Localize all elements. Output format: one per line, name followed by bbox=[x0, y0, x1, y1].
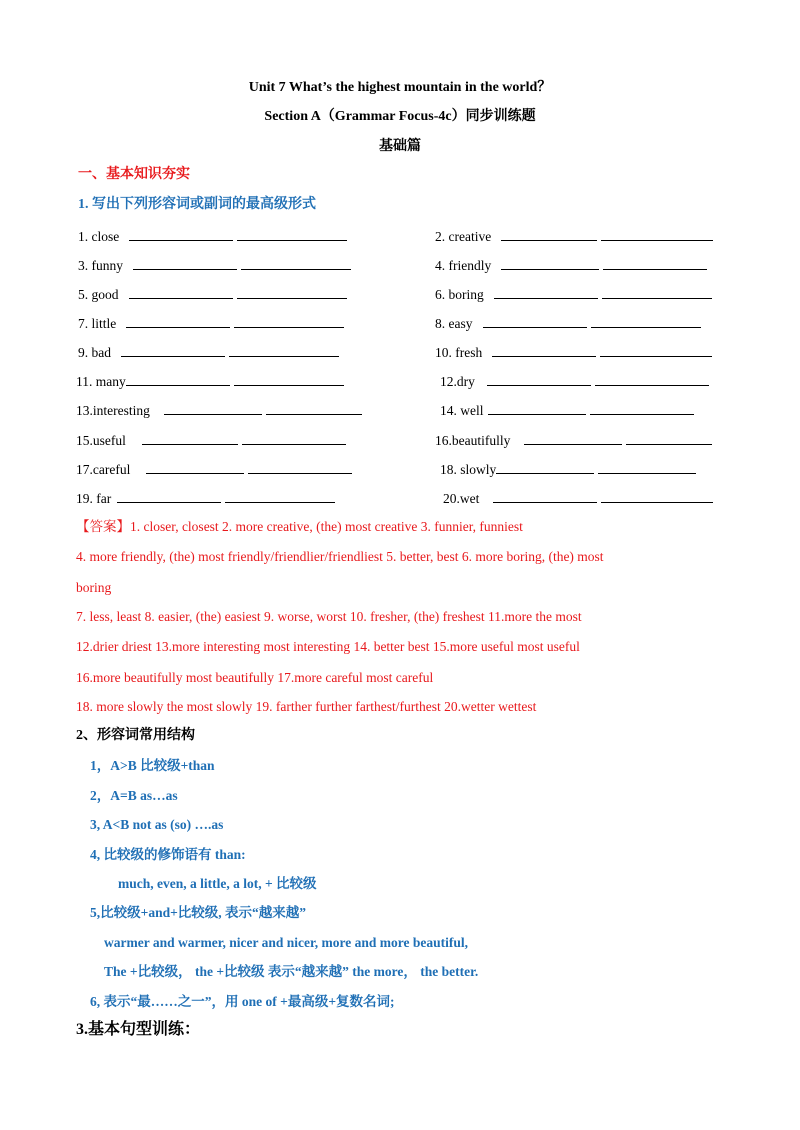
exercise-item: 2. creative bbox=[435, 228, 713, 244]
exercise-item: 14. well bbox=[440, 402, 694, 418]
exercise-item: 17.careful bbox=[76, 461, 352, 477]
exercise-item: 4. friendly bbox=[435, 257, 707, 273]
exercise-item: 20.wet bbox=[443, 490, 713, 506]
exercise-item: 16.beautifully bbox=[435, 432, 712, 448]
exercise-item: 3. funny bbox=[78, 257, 351, 273]
exercise-item: 1. close bbox=[78, 228, 347, 244]
exercise-item: 19. far bbox=[76, 490, 335, 506]
section-heading-2: 2、形容词常用结构 bbox=[76, 728, 195, 743]
answer-line: 12.drier driest 13.more interesting most interesting 14. better best 15.more useful most useful bbox=[76, 639, 580, 654]
exercise-item: 8. easy bbox=[435, 315, 701, 331]
exercise-item: 18. slowly bbox=[440, 461, 696, 477]
page-subtitle-level: 基础篇 bbox=[379, 139, 421, 154]
section-heading-1: 一、基本知识夯实 bbox=[78, 167, 190, 182]
structure-line: 4, 比较级的修饰语有 than: bbox=[90, 847, 246, 862]
exercise-item: 7. little bbox=[78, 315, 344, 331]
structure-line: The +比较级， the +比较级 表示“越来越” the more， the better. bbox=[104, 964, 479, 979]
structure-line: 1，A>B 比较级+than bbox=[90, 758, 215, 773]
structure-line: warmer and warmer, nicer and nicer, more and more beautiful, bbox=[104, 935, 468, 950]
answer-line: 16.more beautifully most beautifully 17.more careful most careful bbox=[76, 670, 434, 685]
page-title: Unit 7 What’s the highest mountain in the world？ bbox=[248, 80, 552, 95]
exercise-item: 11. many bbox=[76, 373, 344, 389]
structure-line: 6, 表示“最……之一”，用 one of +最高级+复数名词; bbox=[90, 994, 395, 1009]
structure-line: 3, A<B not as (so) ….as bbox=[90, 817, 224, 832]
answer-line: 4. more friendly, (the) most friendly/friendlier/friendliest 5. better, best 6. more boring, (the) most bbox=[76, 549, 604, 564]
page-subtitle: Section A（Grammar Focus-4c）同步训练题 bbox=[264, 109, 536, 124]
answer-line: 7. less, least 8. easier, (the) easiest 9. worse, worst 10. fresher, (the) freshest 11.more the most bbox=[76, 609, 582, 624]
answer-line: 18. more slowly the most slowly 19. farther further farthest/furthest 20.wetter wettest bbox=[76, 699, 537, 714]
section-heading-3: 3.基本句型训练： bbox=[76, 1021, 201, 1038]
exercise-item: 5. good bbox=[78, 286, 347, 302]
structure-line: 5,比较级+and+比较级, 表示“越来越” bbox=[90, 905, 307, 920]
answer-line: boring bbox=[76, 580, 112, 595]
structure-line: 2，A=B as…as bbox=[90, 788, 178, 803]
answer-line: 【答案】1. closer, closest 2. more creative, (the) most creative 3. funnier, funniest bbox=[76, 519, 523, 534]
exercise-item: 6. boring bbox=[435, 286, 712, 302]
structure-line: much, even, a little, a lot, + 比较级 bbox=[118, 876, 317, 891]
question-1-title: 1. 写出下列形容词或副词的最高级形式 bbox=[78, 197, 316, 212]
exercise-item: 13.interesting bbox=[76, 402, 362, 418]
exercise-item: 9. bad bbox=[78, 344, 339, 360]
exercise-item: 15.useful bbox=[76, 432, 346, 448]
exercise-item: 12.dry bbox=[440, 373, 709, 389]
exercise-item: 10. fresh bbox=[435, 344, 712, 360]
